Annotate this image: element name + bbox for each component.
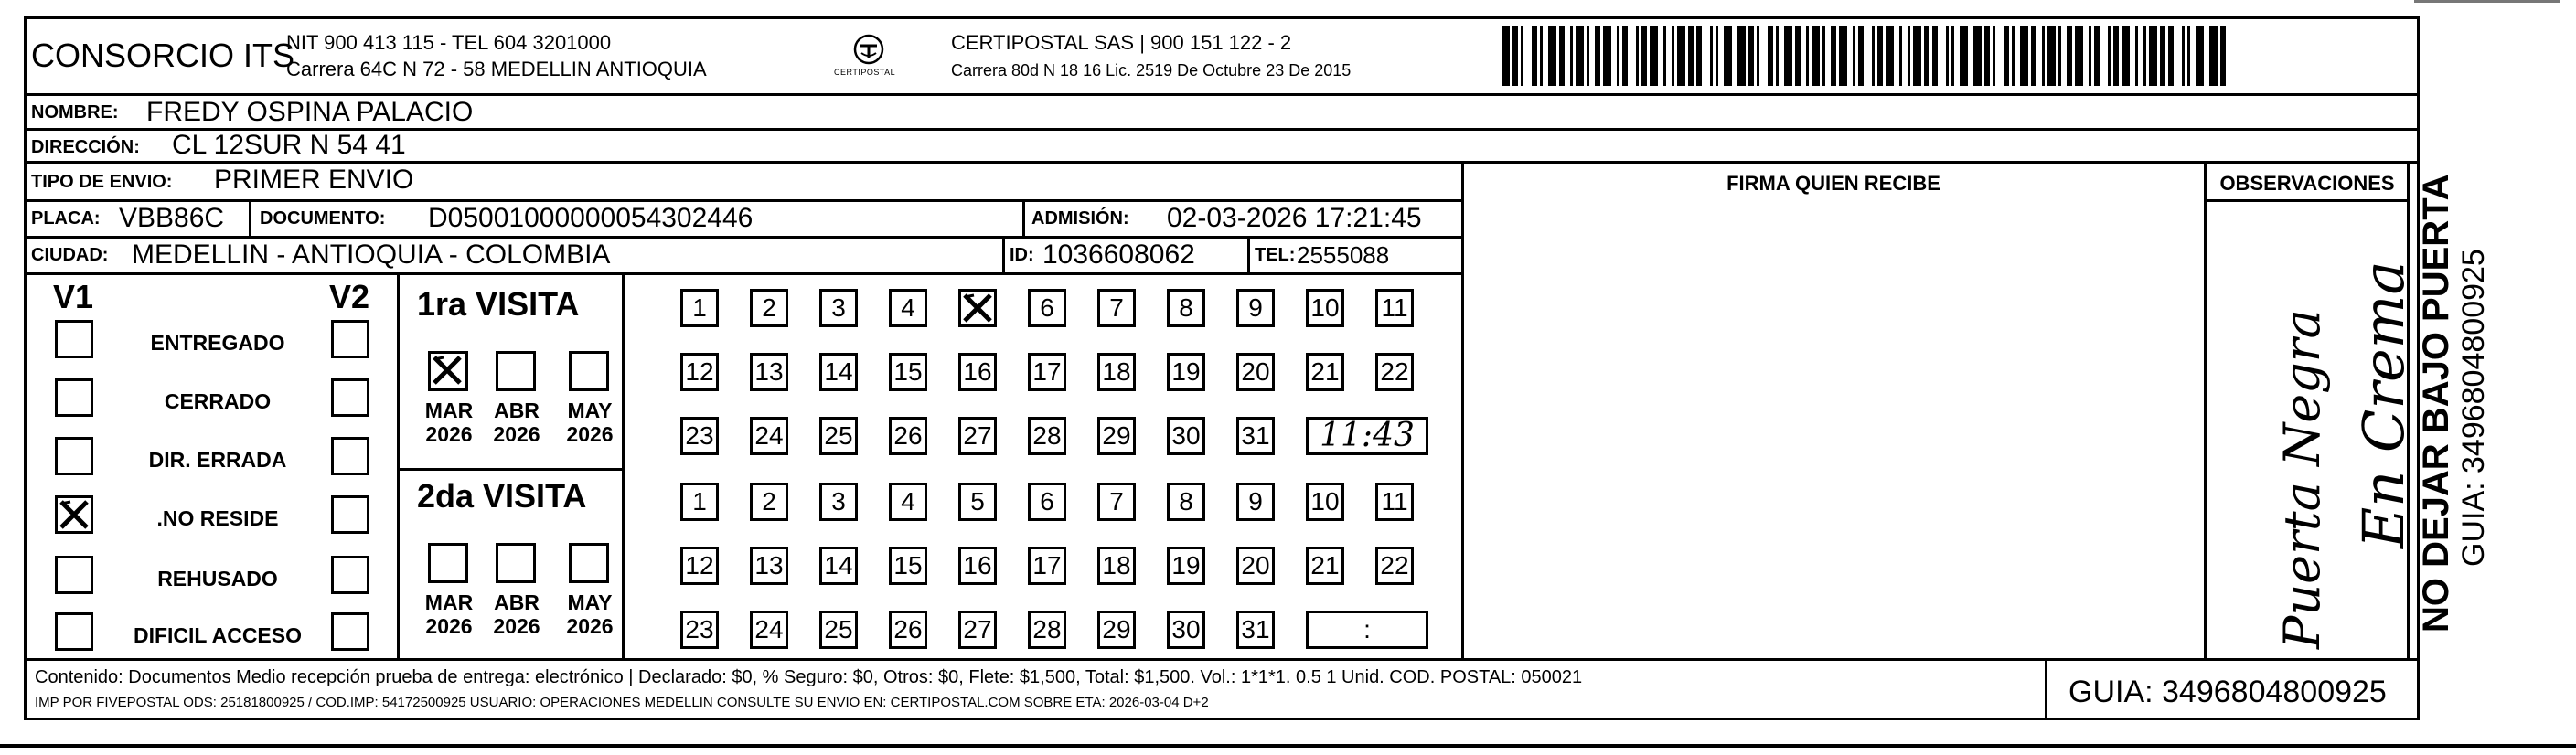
barcode-bar [1899,26,1902,86]
nombre-value: FREDY OSPINA PALACIO [146,97,474,127]
visit2-day-box[interactable]: 8 [1167,483,1205,521]
barcode-bar [1984,26,1990,86]
visit1-month-year: 2026 [425,422,473,446]
visit2-day-box[interactable]: 1 [680,483,719,521]
barcode-bar [1913,26,1921,86]
barcode-bar [2004,26,2009,86]
col-line [397,468,622,471]
visit1-month-label: MAR [424,399,474,422]
visit1-month-checkbox[interactable] [496,351,536,391]
visit1-day-box[interactable]: 22 [1375,353,1414,391]
status-v2-checkbox[interactable] [331,320,369,358]
col-line [2045,658,2047,720]
col-line [1022,199,1025,236]
barcode-bar [2168,26,2174,86]
visit2-day-box[interactable]: 27 [958,611,997,649]
col-line [249,199,251,236]
visit2-month-label: MAY [567,590,613,614]
col-line [622,272,625,658]
visit2-month-year: 2026 [566,614,614,638]
status-v2-checkbox[interactable] [331,378,369,417]
status-v1-checkbox[interactable] [55,556,93,594]
barcode-bar [1768,26,1773,86]
visit1-month-checkbox[interactable] [428,351,468,391]
visit2-day-box[interactable]: 17 [1028,547,1066,585]
tipo-value: PRIMER ENVIO [214,165,414,195]
barcode-bar [1993,26,1995,86]
visit1-day-box[interactable]: 30 [1167,417,1205,455]
barcode-bar [2209,26,2218,86]
documento-value: D05001000000054302446 [428,203,754,233]
visit2-day-box[interactable]: 24 [750,611,788,649]
barcode-bar [2220,26,2226,86]
visit1-day-box[interactable]: 13 [750,353,788,391]
admision-value: 02-03-2026 17:21:45 [1167,203,1422,233]
barcode-bar [1641,26,1647,86]
top-cut-line [2414,0,2560,3]
col-line [397,272,400,658]
barcode-bar [2108,26,2111,86]
visit2-month-label: MAR [424,590,474,614]
barcode-bar [1570,26,1573,86]
status-label: CERRADO [164,389,272,413]
barcode-bar [2042,26,2045,86]
visit2-day-box[interactable]: 15 [889,547,927,585]
status-label: DIFICIL ACCESO [133,623,302,647]
barcode-bar [1521,26,1523,86]
barcode-bar [1576,26,1584,86]
visit2-day-box[interactable]: 22 [1375,547,1414,585]
barcode-bar [1622,26,1628,86]
visit1-day-box[interactable]: 31 [1236,417,1275,455]
visit2-day-box[interactable]: 14 [819,547,858,585]
visit1-month-year: 2026 [566,422,614,446]
visit1-day-box[interactable]: 17 [1028,353,1066,391]
visit1-day-box[interactable]: 8 [1167,289,1205,327]
barcode-bar [1924,26,1929,86]
visit2-day-box[interactable]: 11 [1375,483,1414,521]
row-line [24,658,2420,661]
row-line [24,199,1463,202]
barcode-bar [2075,26,2083,86]
barcode-bar [1532,26,1537,86]
barcode-bar [1710,26,1713,86]
visit1-day-box[interactable]: 26 [889,417,927,455]
bottom-cut-line [0,744,2576,748]
visit1-month-checkbox[interactable] [569,351,609,391]
footer-contenido: Contenido: Documentos Medio recepción prueba de entrega: electrónico | Declarado: $0, % Seguro: $0, Otros: $0, Flete: $1,500, Total: $1,500. Vol.: 1*1*1. 0.5 1 Unid. COD. POSTAL: 050021 [35,667,1583,687]
visit1-day-box[interactable]: 6 [1028,289,1066,327]
barcode-bar [2182,26,2185,86]
status-label: ENTREGADO [150,331,285,355]
footer-guia: GUIA: 3496804800925 [2068,675,2387,709]
barcode-bar [1737,26,1746,86]
status-label: DIR. ERRADA [148,448,287,472]
barcode-bar [1716,26,1718,86]
status-v1-checkbox[interactable] [55,378,93,417]
visit1-day-box[interactable]: 21 [1306,353,1344,391]
ciudad-label: CIUDAD: [31,245,109,265]
tel-value: 2555088 [1297,241,1390,269]
barcode-bar [1822,26,1825,86]
status-v2-checkbox[interactable] [331,495,369,534]
ciudad-value: MEDELLIN - ANTIOQUIA - COLOMBIA [132,239,611,270]
barcode-bar [2196,26,2204,86]
barcode-bar [1502,26,1510,86]
visit2-day-box[interactable]: 25 [819,611,858,649]
visit2-day-box[interactable]: 28 [1028,611,1066,649]
barcode-bar [1872,26,1875,86]
barcode-bar [1877,26,1883,86]
visit1-day-box[interactable]: 3 [819,289,858,327]
x-mark-icon [431,354,464,387]
barcode-bar [1812,26,1820,86]
visit1-day-box[interactable]: 28 [1028,417,1066,455]
visit1-day-box[interactable] [958,289,997,327]
row-line [24,272,1463,275]
visit2-title: 2da VISITA [417,477,587,515]
logo-caption: CERTIPOSTAL [834,68,896,77]
barcode-bar [1587,26,1589,86]
barcode-bar [2160,26,2165,86]
visit1-day-box[interactable]: 19 [1167,353,1205,391]
barcode-bar [1748,26,1754,86]
barcode-bar [1973,26,1982,86]
barcode-bar [1512,26,1518,86]
visit1-title: 1ra VISITA [417,285,580,323]
id-value: 1036608062 [1042,239,1195,270]
barcode-bar [1831,26,1836,86]
barcode-bar [1932,26,1938,86]
visit1-month-label: ABR [494,399,540,422]
barcode-bar [2012,26,2015,86]
side-guia: GUIA: 3496804800925 [2456,249,2491,567]
barcode-bar [1960,26,1968,86]
status-v2-checkbox[interactable] [331,437,369,475]
barcode-bar [2187,26,2190,86]
visit1-day-box[interactable]: 29 [1097,417,1136,455]
observaciones-note-2: En Crema [2350,261,2417,548]
barcode-bar [1795,26,1801,86]
visit2-day-box[interactable]: 10 [1306,483,1344,521]
barcode-bar [1650,26,1658,86]
visit2-day-box[interactable]: 3 [819,483,858,521]
side-warning: NO DEJAR BAJO PUERTA [2416,174,2456,633]
visit1-day-box[interactable]: 4 [889,289,927,327]
visit2-day-box[interactable]: 9 [1236,483,1275,521]
visit2-month-checkbox[interactable] [496,543,536,583]
status-v1-checkbox[interactable] [55,495,93,534]
visit1-day-box[interactable]: 10 [1306,289,1344,327]
visit2-day-box[interactable]: 30 [1167,611,1205,649]
visit1-day-box[interactable]: 25 [819,417,858,455]
visit1-day-box[interactable]: 9 [1236,289,1275,327]
barcode-bar [1757,26,1759,86]
visit2-day-box[interactable]: 7 [1097,483,1136,521]
visit1-time-box[interactable]: 11:43 [1306,417,1428,455]
x-mark-icon [58,498,91,531]
barcode-bar [2089,26,2091,86]
barcode-bar [1663,26,1666,86]
visit1-day-box[interactable]: 15 [889,353,927,391]
visit1-day-box[interactable]: 2 [750,289,788,327]
admision-label: ADMISIÓN: [1031,208,1129,229]
observaciones-header: OBSERVACIONES [2219,172,2395,195]
observaciones-note-1: Puerta Negra [2273,309,2331,649]
row-line [24,161,2420,164]
visit2-day-box[interactable]: 26 [889,611,927,649]
visit1-month-label: MAY [567,399,613,422]
visit1-day-box[interactable]: 11 [1375,289,1414,327]
visit1-day-box[interactable]: 27 [958,417,997,455]
status-v1-checkbox[interactable] [55,612,93,651]
visit1-day-box[interactable]: 24 [750,417,788,455]
barcode-bar [1858,26,1864,86]
visit1-day-box[interactable]: 20 [1236,353,1275,391]
barcode-bar [1603,26,1611,86]
placa-label: PLACA: [31,208,101,229]
tipo-label: TIPO DE ENVIO: [31,172,173,192]
v2-header: V2 [329,278,370,315]
barcode-bar [1540,26,1543,86]
visit1-day-box[interactable]: 12 [680,353,719,391]
visit1-month-year: 2026 [493,422,540,446]
col-line [2204,161,2207,660]
visit2-day-box[interactable]: 13 [750,547,788,585]
certipostal-info-1: CERTIPOSTAL SAS | 900 151 122 - 2 [951,31,1292,54]
visit2-day-box[interactable]: 21 [1306,547,1344,585]
certipostal-info-2: Carrera 80d N 18 16 Lic. 2519 De Octubre 23 De 2015 [951,61,1352,80]
tel-label: TEL: [1255,245,1296,265]
barcode-bar [1696,26,1702,86]
visit2-day-box[interactable]: 6 [1028,483,1066,521]
direccion-label: DIRECCIÓN: [31,137,140,157]
barcode-bar [1677,26,1685,86]
company-name: CONSORCIO ITS [31,37,295,74]
barcode-bar [2122,26,2130,86]
visit2-month-checkbox[interactable] [569,543,609,583]
footer-imp: IMP POR FIVEPOSTAL ODS: 25181800925 / COD.IMP: 54172500925 USUARIO: OPERACIONES MEDELLIN CONSULTE SU ENVIO EN: CERTIPOSTAL.COM SOBRE ETA: 2026-03-04 D+2 [35,695,1209,710]
barcode-bar [1886,26,1894,86]
barcode-bar [1806,26,1809,86]
barcode-bar [1548,26,1556,86]
company-info-2: Carrera 64C N 72 - 58 MEDELLIN ANTIOQUIA [286,58,707,80]
x-mark-icon [961,292,994,324]
visit2-day-box[interactable]: 23 [680,611,719,649]
status-label: REHUSADO [157,567,278,590]
barcode-bar [2020,26,2028,86]
visit2-day-box[interactable]: 12 [680,547,719,585]
placa-value: VBB86C [119,203,225,233]
barcode-bar [2143,26,2146,86]
visit2-day-box[interactable]: 31 [1236,611,1275,649]
visit1-day-box[interactable]: 16 [958,353,997,391]
visit2-month-year: 2026 [493,614,540,638]
visit1-day-box[interactable]: 14 [819,353,858,391]
barcode-bar [1636,26,1639,86]
visit2-month-checkbox[interactable] [428,543,468,583]
barcode-bar [1784,26,1792,86]
id-label: ID: [1010,245,1034,265]
barcode-bar [1839,26,1847,86]
barcode-bar [2113,26,2119,86]
barcode-bar [2135,26,2138,86]
visit2-day-box[interactable]: 18 [1097,547,1136,585]
barcode-bar [1688,26,1694,86]
nombre-label: NOMBRE: [31,102,119,122]
barcode-bar [2094,26,2100,86]
barcode-bar [1672,26,1674,86]
col-line [1461,161,1464,660]
row-line [24,93,2420,96]
visit2-day-box[interactable]: 19 [1167,547,1205,585]
status-v2-checkbox[interactable] [331,556,369,594]
documento-label: DOCUMENTO: [260,208,386,229]
visit2-day-box[interactable]: 4 [889,483,927,521]
firma-header: FIRMA QUIEN RECIBE [1726,172,1940,195]
visit2-day-box[interactable]: 16 [958,547,997,585]
status-label: .NO RESIDE [156,506,279,530]
col-line [1002,236,1005,272]
barcode-bar [1724,26,1732,86]
col-line [1247,236,1250,272]
barcode-bar [1559,26,1565,86]
visit2-day-box[interactable]: 29 [1097,611,1136,649]
status-v1-checkbox[interactable] [55,320,93,358]
barcode-bar [2047,26,2056,86]
visit2-month-year: 2026 [425,614,473,638]
direccion-value: CL 12SUR N 54 41 [172,130,406,160]
visit2-day-box[interactable]: 2 [750,483,788,521]
barcode-bar [1595,26,1600,86]
visit2-month-label: ABR [494,590,540,614]
visit2-day-box[interactable]: 5 [958,483,997,521]
barcode-bar [2067,26,2072,86]
barcode-bar [1853,26,1855,86]
visit2-time-box[interactable]: : [1306,611,1428,649]
visit1-day-box[interactable]: 7 [1097,289,1136,327]
barcode-bar [2058,26,2061,86]
status-v1-checkbox[interactable] [55,437,93,475]
status-v2-checkbox[interactable] [331,612,369,651]
company-info-1: NIT 900 413 115 - TEL 604 3201000 [286,31,612,54]
visit1-day-box[interactable]: 23 [680,417,719,455]
barcode-bar [1951,26,1954,86]
barcode [1502,26,2229,86]
barcode-bar [2031,26,2036,86]
barcode-bar [1776,26,1779,86]
visit2-day-box[interactable]: 20 [1236,547,1275,585]
row-line [2204,199,2409,202]
v1-header: V1 [53,278,94,315]
barcode-bar [1617,26,1619,86]
barcode-bar [2149,26,2157,86]
visit1-day-box[interactable]: 1 [680,289,719,327]
visit1-day-box[interactable]: 18 [1097,353,1136,391]
barcode-bar [1908,26,1910,86]
barcode-bar [1946,26,1949,86]
